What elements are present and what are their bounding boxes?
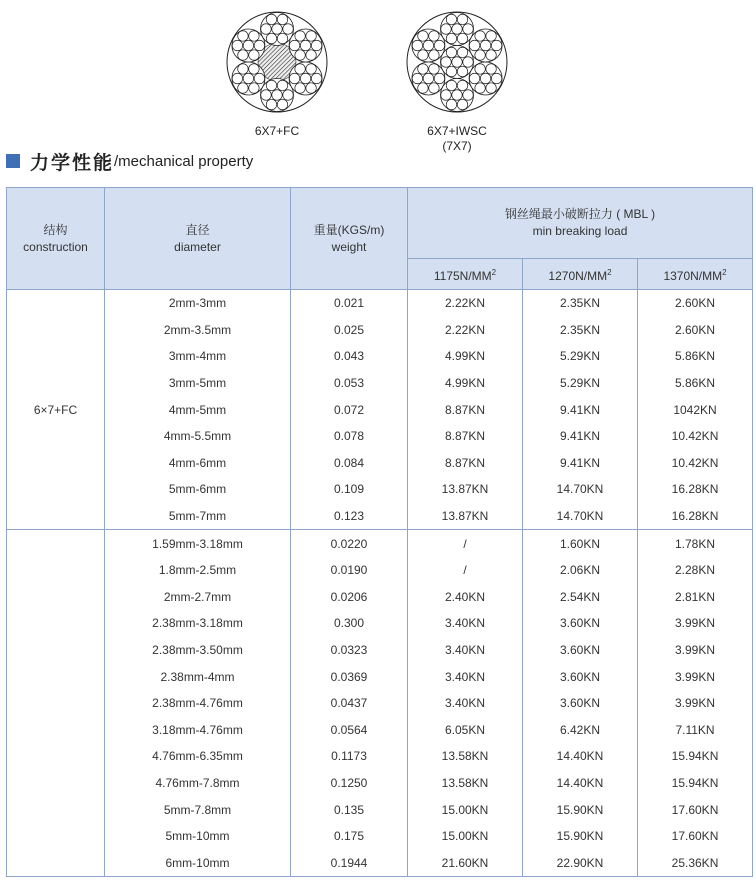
table-row bbox=[7, 690, 753, 717]
mbl-1270-cell: 14.40KN bbox=[523, 770, 638, 797]
weight-cell: 0.1944 bbox=[291, 849, 408, 876]
mbl-1370-cell: 10.42KN bbox=[638, 450, 753, 477]
strand bbox=[261, 13, 294, 46]
weight-cell: 0.043 bbox=[291, 343, 408, 370]
weight-cell: 0.0220 bbox=[291, 530, 408, 557]
mbl-1270-cell: 2.35KN bbox=[523, 317, 638, 344]
mbl-1175-cell: 4.99KN bbox=[408, 343, 523, 370]
weight-cell: 0.0564 bbox=[291, 717, 408, 744]
mbl-1175-cell: 21.60KN bbox=[408, 849, 523, 876]
diameter-cell: 1.8mm-2.5mm bbox=[105, 557, 291, 584]
diameter-cell: 5mm-6mm bbox=[105, 476, 291, 503]
weight-cell: 0.078 bbox=[291, 423, 408, 450]
mbl-1370-cell: 17.60KN bbox=[638, 796, 753, 823]
table-row bbox=[7, 637, 753, 664]
weight-cell: 0.021 bbox=[291, 290, 408, 317]
table-row bbox=[7, 849, 753, 876]
strand bbox=[469, 29, 502, 62]
strand bbox=[412, 62, 445, 95]
section-title-en: /mechanical property bbox=[114, 152, 254, 170]
header-diameter: 直径 diameter bbox=[105, 188, 291, 290]
table-row bbox=[7, 343, 753, 370]
mbl-1175-cell: 13.58KN bbox=[408, 743, 523, 770]
mbl-1270-cell: 2.35KN bbox=[523, 290, 638, 317]
rope-cross-section-iwsc bbox=[405, 10, 509, 114]
construction-cell: 6×7+FC bbox=[7, 290, 105, 530]
diameter-cell: 5mm-10mm bbox=[105, 823, 291, 850]
diameter-cell: 2.38mm-4.76mm bbox=[105, 690, 291, 717]
mbl-1175-cell: 4.99KN bbox=[408, 370, 523, 397]
caption-subtext: (7X7) bbox=[442, 139, 472, 153]
header-construction: 结构 construction bbox=[7, 188, 105, 290]
table-row bbox=[7, 823, 753, 850]
diameter-cell: 4mm-5mm bbox=[105, 396, 291, 423]
diameter-cell: 4mm-6mm bbox=[105, 450, 291, 477]
diameter-cell: 2mm-3mm bbox=[105, 290, 291, 317]
weight-cell: 0.025 bbox=[291, 317, 408, 344]
weight-cell: 0.0369 bbox=[291, 663, 408, 690]
mbl-1175-cell: 2.40KN bbox=[408, 584, 523, 611]
weight-cell: 0.135 bbox=[291, 796, 408, 823]
strand bbox=[261, 79, 294, 112]
table-row bbox=[7, 610, 753, 637]
caption-text: 6X7+IWSC bbox=[427, 124, 487, 138]
diameter-cell: 1.59mm-3.18mm bbox=[105, 530, 291, 557]
mbl-1270-cell: 5.29KN bbox=[523, 343, 638, 370]
square-bullet-icon bbox=[6, 154, 20, 168]
diameter-cell: 2mm-2.7mm bbox=[105, 584, 291, 611]
weight-cell: 0.1250 bbox=[291, 770, 408, 797]
mbl-1175-cell: 8.87KN bbox=[408, 423, 523, 450]
mbl-1175-cell: / bbox=[408, 557, 523, 584]
mbl-1370-cell: 2.60KN bbox=[638, 317, 753, 344]
weight-cell: 0.300 bbox=[291, 610, 408, 637]
mbl-1270-cell: 14.70KN bbox=[523, 476, 638, 503]
mbl-1370-cell: 3.99KN bbox=[638, 663, 753, 690]
diameter-cell: 4mm-5.5mm bbox=[105, 423, 291, 450]
weight-cell: 0.175 bbox=[291, 823, 408, 850]
mbl-1175-cell: 3.40KN bbox=[408, 663, 523, 690]
mbl-1270-cell: 3.60KN bbox=[523, 610, 638, 637]
mbl-1370-cell: 1042KN bbox=[638, 396, 753, 423]
construction-cell bbox=[7, 530, 105, 877]
mbl-1370-cell: 25.36KN bbox=[638, 849, 753, 876]
mbl-1370-cell: 1.78KN bbox=[638, 530, 753, 557]
caption-text: 6X7+FC bbox=[254, 124, 300, 138]
weight-cell: 0.053 bbox=[291, 370, 408, 397]
mbl-1175-cell: 6.05KN bbox=[408, 717, 523, 744]
mbl-1370-cell: 17.60KN bbox=[638, 823, 753, 850]
mbl-1270-cell: 9.41KN bbox=[523, 423, 638, 450]
mbl-1175-cell: 13.87KN bbox=[408, 503, 523, 530]
weight-cell: 0.0437 bbox=[291, 690, 408, 717]
mbl-1175-cell: 13.58KN bbox=[408, 770, 523, 797]
mbl-1270-cell: 3.60KN bbox=[523, 637, 638, 664]
strand bbox=[232, 62, 265, 95]
mbl-1270-cell: 9.41KN bbox=[523, 450, 638, 477]
weight-cell: 0.123 bbox=[291, 503, 408, 530]
rope-diagrams bbox=[0, 0, 756, 155]
strand bbox=[441, 13, 474, 46]
header-weight: 重量(KGS/m) weight bbox=[291, 188, 408, 290]
mbl-1270-cell: 9.41KN bbox=[523, 396, 638, 423]
diameter-cell: 5mm-7mm bbox=[105, 503, 291, 530]
core-strand bbox=[441, 46, 474, 79]
mbl-1270-cell: 15.90KN bbox=[523, 796, 638, 823]
weight-cell: 0.084 bbox=[291, 450, 408, 477]
table-row bbox=[7, 423, 753, 450]
table-row bbox=[7, 584, 753, 611]
header-grade-1175: $1175N/MM^2$ bbox=[408, 259, 523, 290]
strand bbox=[232, 29, 265, 62]
table-row bbox=[7, 530, 753, 557]
mbl-1370-cell: 15.94KN bbox=[638, 770, 753, 797]
weight-cell: 0.109 bbox=[291, 476, 408, 503]
diameter-cell: 4.76mm-6.35mm bbox=[105, 743, 291, 770]
mbl-1175-cell: 15.00KN bbox=[408, 796, 523, 823]
table-row bbox=[7, 743, 753, 770]
diameter-cell: 2.38mm-3.50mm bbox=[105, 637, 291, 664]
mbl-1270-cell: 1.60KN bbox=[523, 530, 638, 557]
table-row bbox=[7, 503, 753, 530]
mbl-1370-cell: 5.86KN bbox=[638, 370, 753, 397]
mbl-1370-cell: 2.28KN bbox=[638, 557, 753, 584]
table-row bbox=[7, 717, 753, 744]
rope-caption-iwsc bbox=[387, 124, 527, 154]
diameter-cell: 2mm-3.5mm bbox=[105, 317, 291, 344]
strand bbox=[441, 79, 474, 112]
strand bbox=[289, 29, 322, 62]
weight-cell: 0.0206 bbox=[291, 584, 408, 611]
mbl-1370-cell: 3.99KN bbox=[638, 637, 753, 664]
mbl-1175-cell: 8.87KN bbox=[408, 396, 523, 423]
mbl-1370-cell: 2.81KN bbox=[638, 584, 753, 611]
mbl-1270-cell: 14.40KN bbox=[523, 743, 638, 770]
mbl-1270-cell: 2.54KN bbox=[523, 584, 638, 611]
weight-cell: 0.0190 bbox=[291, 557, 408, 584]
mbl-1370-cell: 15.94KN bbox=[638, 743, 753, 770]
mbl-1370-cell: 10.42KN bbox=[638, 423, 753, 450]
mbl-1370-cell: 5.86KN bbox=[638, 343, 753, 370]
diameter-cell: 6mm-10mm bbox=[105, 849, 291, 876]
mechanical-property-table bbox=[6, 187, 753, 877]
mbl-1370-cell: 16.28KN bbox=[638, 503, 753, 530]
strand bbox=[469, 62, 502, 95]
mbl-1175-cell: 15.00KN bbox=[408, 823, 523, 850]
header-grade-1370: $1370N/MM^2$ bbox=[638, 259, 753, 290]
mbl-1370-cell: 3.99KN bbox=[638, 690, 753, 717]
diameter-cell: 3.18mm-4.76mm bbox=[105, 717, 291, 744]
table-row bbox=[7, 796, 753, 823]
mbl-1370-cell: 7.11KN bbox=[638, 717, 753, 744]
table-row bbox=[7, 476, 753, 503]
rope-cross-section-fc bbox=[225, 10, 329, 114]
mbl-1370-cell: 16.28KN bbox=[638, 476, 753, 503]
weight-cell: 0.1173 bbox=[291, 743, 408, 770]
rope-caption-fc bbox=[207, 124, 347, 139]
diameter-cell: 3mm-4mm bbox=[105, 343, 291, 370]
mbl-1175-cell: 13.87KN bbox=[408, 476, 523, 503]
mbl-1175-cell: 2.22KN bbox=[408, 290, 523, 317]
mbl-1175-cell: 3.40KN bbox=[408, 637, 523, 664]
mbl-1175-cell: 2.22KN bbox=[408, 317, 523, 344]
diameter-cell: 5mm-7.8mm bbox=[105, 796, 291, 823]
mbl-1175-cell: / bbox=[408, 530, 523, 557]
diameter-cell: 4.76mm-7.8mm bbox=[105, 770, 291, 797]
strand bbox=[412, 29, 445, 62]
mbl-1270-cell: 15.90KN bbox=[523, 823, 638, 850]
weight-cell: 0.072 bbox=[291, 396, 408, 423]
section-heading bbox=[6, 148, 253, 174]
mbl-1270-cell: 3.60KN bbox=[523, 663, 638, 690]
mbl-1175-cell: 3.40KN bbox=[408, 610, 523, 637]
mbl-1270-cell: 22.90KN bbox=[523, 849, 638, 876]
section-title-cn: 力学性能 bbox=[30, 151, 115, 174]
diameter-cell: 2.38mm-3.18mm bbox=[105, 610, 291, 637]
table-row bbox=[7, 396, 753, 423]
table-body bbox=[7, 290, 753, 877]
table-row bbox=[7, 370, 753, 397]
mbl-1175-cell: 3.40KN bbox=[408, 690, 523, 717]
mbl-1270-cell: 3.60KN bbox=[523, 690, 638, 717]
table-row bbox=[7, 450, 753, 477]
table-row bbox=[7, 557, 753, 584]
mbl-1270-cell: 14.70KN bbox=[523, 503, 638, 530]
diameter-cell: 3mm-5mm bbox=[105, 370, 291, 397]
diameter-cell: 2.38mm-4mm bbox=[105, 663, 291, 690]
strand bbox=[289, 62, 322, 95]
mbl-1270-cell: 2.06KN bbox=[523, 557, 638, 584]
table-row bbox=[7, 663, 753, 690]
mbl-1175-cell: 8.87KN bbox=[408, 450, 523, 477]
mbl-1370-cell: 2.60KN bbox=[638, 290, 753, 317]
mbl-1270-cell: 6.42KN bbox=[523, 717, 638, 744]
table-row bbox=[7, 770, 753, 797]
header-mbl: 钢丝绳最小破断拉力 ( MBL ) min breaking load bbox=[408, 188, 753, 259]
header-grade-1270: $1270N/MM^2$ bbox=[523, 259, 638, 290]
mbl-1370-cell: 3.99KN bbox=[638, 610, 753, 637]
mbl-1270-cell: 5.29KN bbox=[523, 370, 638, 397]
weight-cell: 0.0323 bbox=[291, 637, 408, 664]
table-row bbox=[7, 290, 753, 317]
table-row bbox=[7, 317, 753, 344]
